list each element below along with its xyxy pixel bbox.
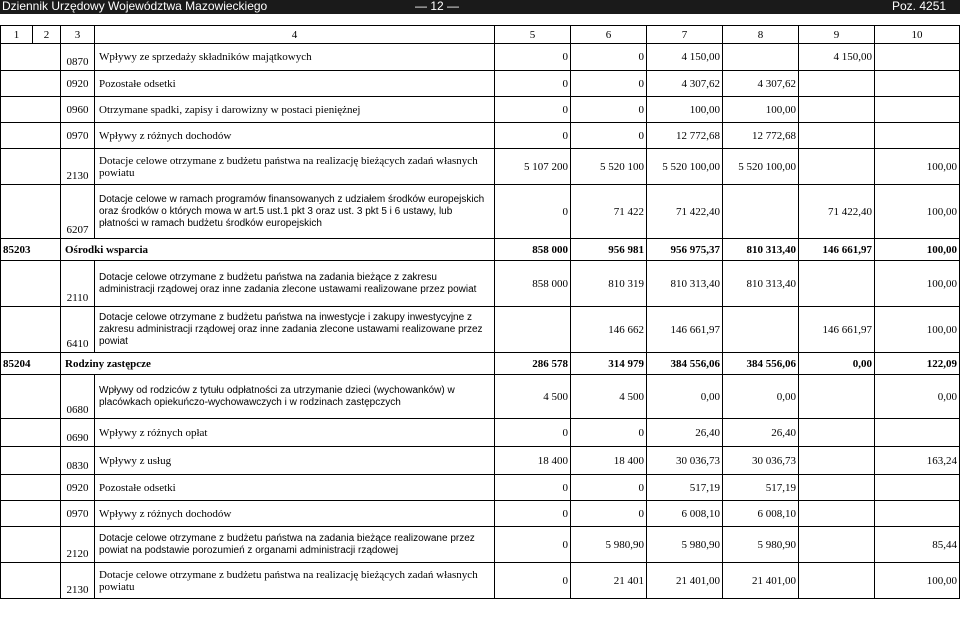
value-c9	[799, 97, 875, 123]
table-row	[1, 97, 960, 123]
table-row	[1, 419, 960, 447]
table-row	[1, 123, 960, 149]
value-c10: 100,00	[875, 307, 960, 353]
paragraph-code: 0970	[61, 501, 95, 527]
value-c6: 71 422	[571, 185, 647, 239]
value-c9	[799, 501, 875, 527]
value-c7: 4 150,00	[647, 44, 723, 71]
value-c5: 0	[495, 419, 571, 447]
value-c9: 0,00	[799, 353, 875, 375]
value-c8: 810 313,40	[723, 239, 799, 261]
value-c7: 5 520 100,00	[647, 149, 723, 185]
column-number: 1	[1, 26, 33, 44]
value-c5: 0	[495, 527, 571, 563]
empty-cell	[1, 149, 61, 185]
value-c6: 0	[571, 71, 647, 97]
empty-cell	[1, 71, 61, 97]
value-c9	[799, 261, 875, 307]
paragraph-code: 0830	[61, 447, 95, 475]
value-c9	[799, 419, 875, 447]
value-c9	[799, 563, 875, 599]
paragraph-code: 0960	[61, 97, 95, 123]
row-description: Wpływy z różnych dochodów	[95, 123, 495, 149]
value-c7: 12 772,68	[647, 123, 723, 149]
row-description: Dotacje celowe w ramach programów finansowanych z udziałem środków europejskich oraz środków o których mowa w art.5 ust.1 pkt 3 oraz ust. 3 pkt 5 i 6 ustawy, lub płatności w ramach budżetu środków europejskich	[95, 185, 495, 239]
value-c5: 0	[495, 563, 571, 599]
value-c9: 146 661,97	[799, 307, 875, 353]
empty-cell	[1, 527, 61, 563]
column-number: 5	[495, 26, 571, 44]
value-c8: 5 520 100,00	[723, 149, 799, 185]
empty-cell	[1, 123, 61, 149]
value-c5: 0	[495, 185, 571, 239]
value-c5: 0	[495, 44, 571, 71]
value-c6: 146 662	[571, 307, 647, 353]
value-c9: 146 661,97	[799, 239, 875, 261]
empty-cell	[1, 447, 61, 475]
row-description: Wpływy od rodziców z tytułu odpłatności za utrzymanie dzieci (wychowanków) w placówkach opiekuńczo-wychowawczych i w rodzinach zastępczych	[95, 375, 495, 419]
paragraph-code: 0920	[61, 475, 95, 501]
value-c9	[799, 123, 875, 149]
table-row	[1, 44, 960, 71]
value-c6: 810 319	[571, 261, 647, 307]
row-description: Wpływy z różnych dochodów	[95, 501, 495, 527]
value-c9	[799, 447, 875, 475]
value-c8: 100,00	[723, 97, 799, 123]
empty-cell	[1, 375, 61, 419]
table-row	[1, 71, 960, 97]
value-c7: 146 661,97	[647, 307, 723, 353]
row-description: Otrzymane spadki, zapisy i darowizny w postaci pieniężnej	[95, 97, 495, 123]
table-row	[1, 563, 960, 599]
column-number: 8	[723, 26, 799, 44]
value-c7: 6 008,10	[647, 501, 723, 527]
value-c9	[799, 475, 875, 501]
paragraph-code: 6410	[61, 307, 95, 353]
table-row	[1, 261, 960, 307]
empty-cell	[1, 261, 61, 307]
value-c7: 100,00	[647, 97, 723, 123]
value-c7: 71 422,40	[647, 185, 723, 239]
value-c5: 0	[495, 71, 571, 97]
value-c8: 12 772,68	[723, 123, 799, 149]
section-code: 85203	[1, 239, 61, 261]
empty-cell	[1, 44, 61, 71]
section-code: 85204	[1, 353, 61, 375]
section-row	[1, 239, 960, 261]
value-c8: 4 307,62	[723, 71, 799, 97]
value-c10	[875, 97, 960, 123]
value-c6: 4 500	[571, 375, 647, 419]
value-c8: 517,19	[723, 475, 799, 501]
value-c10	[875, 501, 960, 527]
empty-cell	[1, 419, 61, 447]
empty-cell	[1, 475, 61, 501]
value-c7: 21 401,00	[647, 563, 723, 599]
value-c5: 858 000	[495, 261, 571, 307]
column-number-row	[1, 26, 960, 44]
empty-cell	[1, 97, 61, 123]
value-c10: 0,00	[875, 375, 960, 419]
value-c6: 0	[571, 419, 647, 447]
paragraph-code: 0690	[61, 419, 95, 447]
value-c9	[799, 71, 875, 97]
value-c8: 810 313,40	[723, 261, 799, 307]
column-number: 6	[571, 26, 647, 44]
row-description: Wpływy z usług	[95, 447, 495, 475]
page-number: — 12 —	[415, 0, 460, 13]
value-c8	[723, 307, 799, 353]
value-c8	[723, 185, 799, 239]
value-c10: 100,00	[875, 185, 960, 239]
value-c7: 956 975,37	[647, 239, 723, 261]
value-c5: 0	[495, 501, 571, 527]
budget-table	[0, 25, 960, 599]
row-description: Dotacje celowe otrzymane z budżetu państwa na realizację bieżących zadań własnych powiatu	[95, 563, 495, 599]
value-c7: 4 307,62	[647, 71, 723, 97]
value-c5: 286 578	[495, 353, 571, 375]
value-c7: 30 036,73	[647, 447, 723, 475]
paragraph-code: 2110	[61, 261, 95, 307]
paragraph-code: 0680	[61, 375, 95, 419]
value-c10: 122,09	[875, 353, 960, 375]
table-row	[1, 307, 960, 353]
value-c8: 5 980,90	[723, 527, 799, 563]
table-row	[1, 375, 960, 419]
value-c9: 4 150,00	[799, 44, 875, 71]
value-c6: 5 520 100	[571, 149, 647, 185]
value-c10	[875, 419, 960, 447]
value-c9	[799, 527, 875, 563]
value-c7: 5 980,90	[647, 527, 723, 563]
row-description: Dotacje celowe otrzymane z budżetu państwa na inwestycje i zakupy inwestycyjne z zakresu administracji rządowej oraz inne zadania zlecone ustawami realizowane przez powiat	[95, 307, 495, 353]
row-description: Pozostałe odsetki	[95, 475, 495, 501]
value-c8: 21 401,00	[723, 563, 799, 599]
value-c5: 18 400	[495, 447, 571, 475]
empty-cell	[1, 307, 61, 353]
value-c9: 71 422,40	[799, 185, 875, 239]
row-description: Dotacje celowe otrzymane z budżetu państwa na zadania bieżące realizowane przez powiat na podstawie porozumień z organami administracji rządowej	[95, 527, 495, 563]
row-description: Pozostałe odsetki	[95, 71, 495, 97]
position-number: Poz. 4251	[892, 0, 947, 13]
value-c8: 0,00	[723, 375, 799, 419]
value-c10	[875, 475, 960, 501]
value-c10: 100,00	[875, 261, 960, 307]
value-c10: 85,44	[875, 527, 960, 563]
value-c6: 0	[571, 97, 647, 123]
value-c7: 26,40	[647, 419, 723, 447]
value-c10	[875, 123, 960, 149]
row-description: Wpływy z różnych opłat	[95, 419, 495, 447]
section-name: Ośrodki wsparcia	[61, 239, 495, 261]
value-c10: 163,24	[875, 447, 960, 475]
value-c7: 517,19	[647, 475, 723, 501]
column-number: 7	[647, 26, 723, 44]
paragraph-code: 6207	[61, 185, 95, 239]
section-row	[1, 353, 960, 375]
value-c10	[875, 71, 960, 97]
value-c8: 384 556,06	[723, 353, 799, 375]
paragraph-code: 0970	[61, 123, 95, 149]
column-number: 9	[799, 26, 875, 44]
value-c6: 0	[571, 44, 647, 71]
value-c6: 0	[571, 475, 647, 501]
value-c6: 314 979	[571, 353, 647, 375]
empty-cell	[1, 185, 61, 239]
paragraph-code: 0920	[61, 71, 95, 97]
paragraph-code: 2120	[61, 527, 95, 563]
value-c5: 858 000	[495, 239, 571, 261]
value-c10: 100,00	[875, 239, 960, 261]
value-c8	[723, 44, 799, 71]
value-c7: 384 556,06	[647, 353, 723, 375]
row-description: Dotacje celowe otrzymane z budżetu państwa na realizację bieżących zadań własnych powiatu	[95, 149, 495, 185]
empty-cell	[1, 501, 61, 527]
paragraph-code: 0870	[61, 44, 95, 71]
value-c8: 26,40	[723, 419, 799, 447]
table-row	[1, 475, 960, 501]
table-row	[1, 501, 960, 527]
value-c7: 0,00	[647, 375, 723, 419]
value-c5: 0	[495, 475, 571, 501]
table-row	[1, 527, 960, 563]
row-description: Dotacje celowe otrzymane z budżetu państwa na zadania bieżące z zakresu administracji rządowej oraz inne zadania zlecone ustawami realizowane przez powiat	[95, 261, 495, 307]
value-c9	[799, 149, 875, 185]
value-c6: 5 980,90	[571, 527, 647, 563]
value-c6: 956 981	[571, 239, 647, 261]
column-number: 10	[875, 26, 960, 44]
value-c5: 5 107 200	[495, 149, 571, 185]
value-c5: 0	[495, 97, 571, 123]
value-c8: 30 036,73	[723, 447, 799, 475]
value-c8: 6 008,10	[723, 501, 799, 527]
value-c5	[495, 307, 571, 353]
column-number: 4	[95, 26, 495, 44]
value-c9	[799, 375, 875, 419]
table-row	[1, 149, 960, 185]
column-number: 2	[33, 26, 61, 44]
value-c10: 100,00	[875, 563, 960, 599]
table-row	[1, 447, 960, 475]
table-row	[1, 185, 960, 239]
value-c6: 21 401	[571, 563, 647, 599]
empty-cell	[1, 563, 61, 599]
value-c10	[875, 44, 960, 71]
column-number: 3	[61, 26, 95, 44]
paragraph-code: 2130	[61, 149, 95, 185]
value-c5: 0	[495, 123, 571, 149]
value-c6: 0	[571, 123, 647, 149]
value-c6: 0	[571, 501, 647, 527]
value-c7: 810 313,40	[647, 261, 723, 307]
row-description: Wpływy ze sprzedaży składników majątkowych	[95, 44, 495, 71]
value-c10: 100,00	[875, 149, 960, 185]
value-c6: 18 400	[571, 447, 647, 475]
section-name: Rodziny zastępcze	[61, 353, 495, 375]
value-c5: 4 500	[495, 375, 571, 419]
paragraph-code: 2130	[61, 563, 95, 599]
page-header	[0, 0, 960, 14]
journal-title: Dziennik Urzędowy Województwa Mazowieckiego	[2, 0, 268, 13]
